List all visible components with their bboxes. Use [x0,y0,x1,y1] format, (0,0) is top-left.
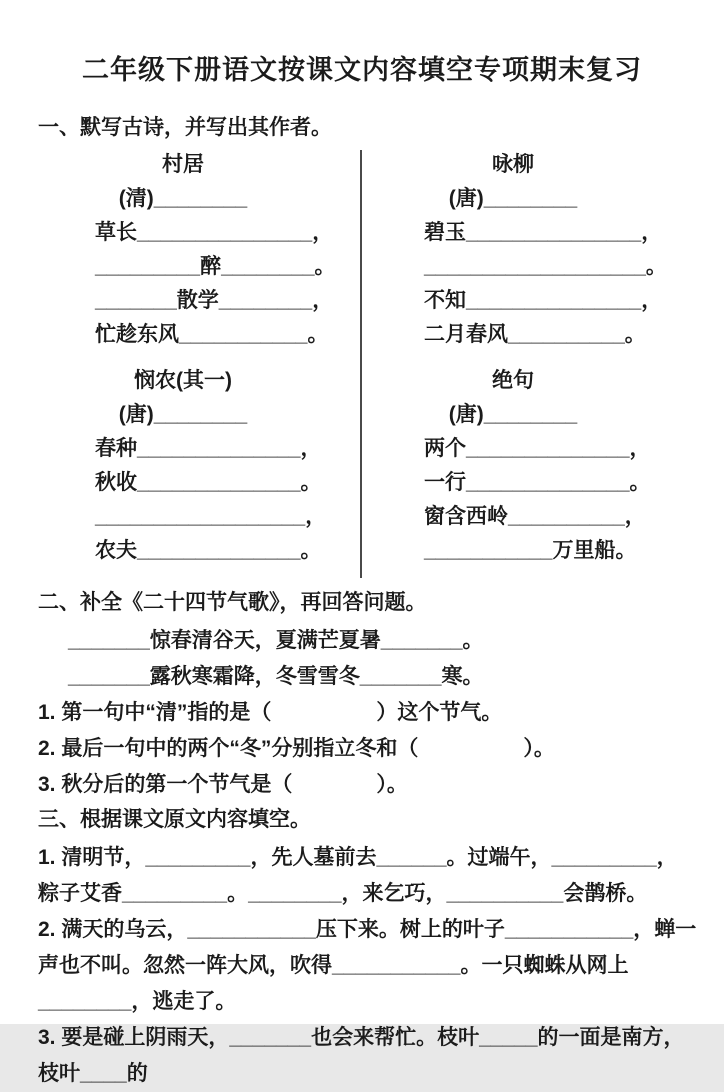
poem-author: (唐)________ [448,403,578,426]
poem-line: 农夫______________。 [95,539,322,562]
poem-line: 二月春风__________。 [424,323,646,346]
poem-author: (唐)________ [118,403,248,426]
poem-line: 秋收______________。 [95,471,322,494]
fill-item: 3. 要是碰上阴雨天，_______也会来帮忙。枝叶_____的一面是南方，枝叶____的 [38,1026,685,1085]
poem-line: 春种______________， [95,437,322,460]
poem-title: 咏柳 [492,153,534,176]
fill-item: 1. 清明节，_________，先人墓前去______。过端午，_________，粽子艾香_________。________，来乞巧，__________会鹊桥。 [38,846,678,905]
question-item: 2. 最后一句中的两个“冬”分别指立冬和（ ）。 [38,737,555,760]
poem-grid [40,148,724,580]
poem-cunju [95,148,360,352]
question-item: 1. 第一句中“清”指的是（ ）这个节气。 [38,701,503,724]
solar-terms-song-line: _______惊春清谷天，夏满芒夏暑_______。 [68,629,484,652]
poem-line: 草长_______________， [95,221,334,244]
poem-line: 两个______________， [424,437,651,460]
poem-title: 村居 [162,153,204,176]
section-3-body [38,840,698,1092]
poem-line: 窗含西岭__________， [424,505,646,528]
fill-item: 2. 满天的乌云，___________压下来。树上的叶子___________，蝉一声也不叫。忽然一阵大风，吹得___________。一只蜘蛛从网上________，逃走了。 [38,918,697,1013]
section-2-body [38,623,698,803]
section-2-heading: 二、补全《二十四节气歌》，再回答问题。 [38,591,427,614]
poem-yongliu [424,148,724,352]
poem-line: ___________万里船。 [424,539,637,562]
poem-line: _________醉________。 [95,255,336,278]
poem-line: 不知_______________， [424,289,663,312]
poem-line: 一行______________。 [424,471,651,494]
poem-line: ___________________。 [424,255,667,278]
section-3-heading: 三、根据课文原文内容填空。 [38,808,311,831]
poem-column-right [362,148,724,580]
question-item: 3. 秋分后的第一个节气是（ ）。 [38,773,408,796]
poem-title: 悯农(其一) [134,369,232,392]
poem-author: (清)________ [118,187,248,210]
poem-minnong [95,364,360,568]
poem-line: __________________， [95,505,327,528]
page-title: 二年级下册语文按课文内容填空专项期末复习 [82,55,642,85]
poem-jueju [424,364,724,568]
poem-line: 忙趁东风___________。 [95,323,329,346]
solar-terms-song-line: _______露秋寒霜降，冬雪雪冬_______寒。 [68,665,484,688]
poem-line: _______散学________， [95,289,334,312]
poem-title: 绝句 [492,369,534,392]
section-1-heading: 一、默写古诗，并写出其作者。 [38,116,332,139]
poem-line: 碧玉_______________， [424,221,663,244]
poem-author: (唐)________ [448,187,578,210]
poem-column-left [40,148,360,580]
